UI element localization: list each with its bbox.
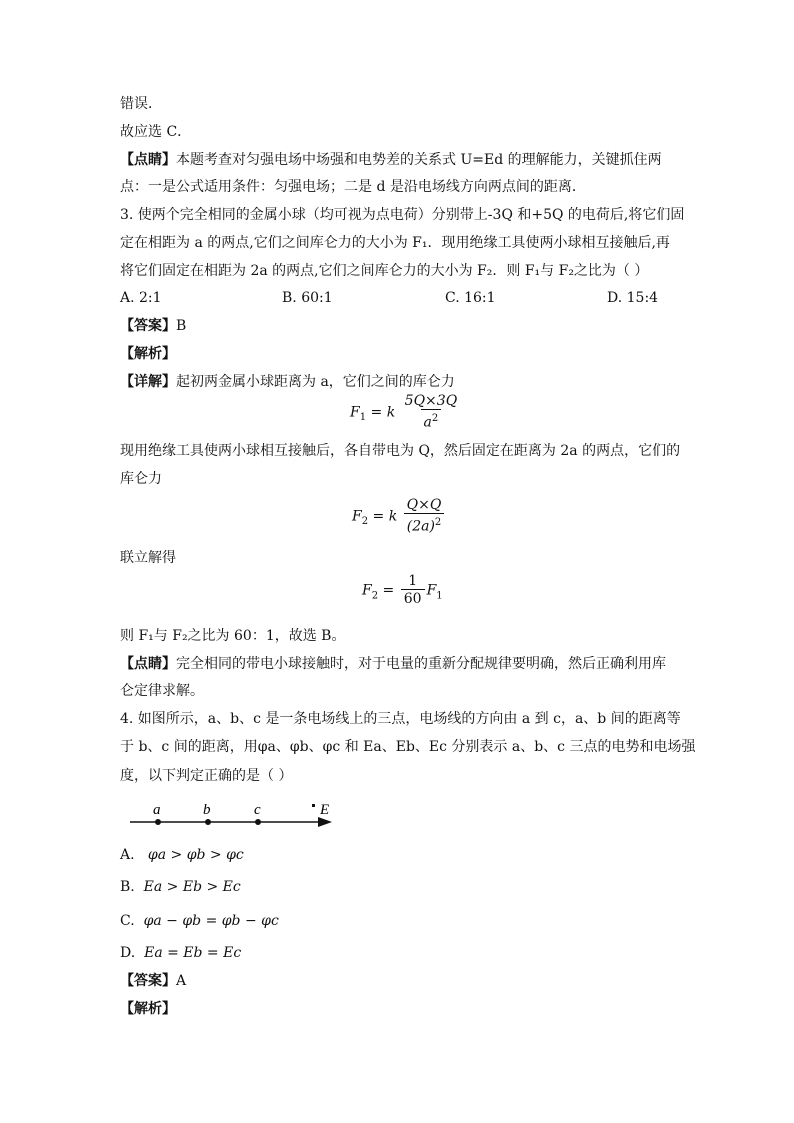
q4-option-a [120, 845, 244, 865]
text-line: 联立解得 [120, 550, 176, 566]
question-3-line: 将它们固定在相距为 2a 的两点,它们之间库仑力的大小为 F₂．则 F₁与 F₂之比为（ ） [120, 263, 649, 279]
eq-sub: 1 [436, 590, 443, 602]
tag-answer: 【答案】 [120, 318, 176, 334]
text-span: 完全相同的带电小球接触时，对于电量的重新分配规律要明确，然后正确利用库 [176, 656, 666, 672]
eq-numerator: 5Q×3Q [404, 393, 458, 409]
eq-sub: 1 [359, 412, 367, 424]
equation-result: $F_2$ = $\frac{1}{60}$ $F_1$ [362, 573, 443, 607]
option-letter: C. [120, 913, 135, 929]
electric-field-line-figure [120, 796, 350, 836]
arrow-head-icon [318, 817, 332, 827]
equation-f1: $F_1 = k$ $\frac{5Q\times 3Q}{a^2}$ [350, 393, 462, 432]
question-3-line: 定在相距为 a 的两点,它们之间库仑力的大小为 F₁．现用绝缘工具使两小球相互接触后,再 [120, 235, 670, 251]
text-line: 仑定律求解。 [120, 683, 204, 699]
q4-option-b [120, 877, 241, 897]
eq-denominator [404, 513, 445, 536]
eq-fraction [404, 497, 445, 536]
option-letter: D. [120, 945, 136, 961]
tag-dianjing: 【点睛】 [120, 656, 176, 672]
option-expr: φa − φb = φb − φc [143, 913, 279, 929]
eq-fraction [402, 393, 461, 432]
text-line [120, 654, 666, 674]
eq-sup: 2 [431, 413, 439, 424]
eq-symbol: F [350, 404, 360, 421]
option-letter: B. [120, 879, 135, 895]
label-e: E [320, 802, 330, 818]
text-span: 起初两金属小球距离为 a，它们之间的库仑力 [176, 374, 455, 390]
question-4-line: 4. 如图所示，a、b、c 是一条电场线上的三点，电场线的方向由 a 到 c，a、b 间的距离等 [120, 711, 681, 727]
eq-sub: 2 [371, 590, 379, 602]
q3-option-b: B. 60:1 [282, 290, 333, 306]
eq-sub: 2 [361, 516, 369, 528]
eq-symbol: F [426, 582, 437, 599]
equation-f2: $F_2 = k$ $\frac{Q\times Q}{(2a)^2}$ [352, 497, 446, 536]
question-3-line: 3. 使两个完全相同的金属小球（均可视为点电荷）分别带上-3Q 和+5Q 的电荷后,将它们固 [120, 207, 685, 223]
eq-numerator: 1 [408, 573, 418, 589]
text-line [120, 372, 455, 392]
eq-symbol: F [352, 508, 362, 525]
text-line: 点：一是公式适用条件：匀强电场；二是 d 是沿电场线方向两点间的距离． [120, 179, 586, 195]
eq-symbol: F [362, 582, 372, 599]
q4-option-c [120, 911, 279, 931]
eq-symbol: a [423, 414, 432, 431]
eq-denominator: 60 [401, 589, 425, 608]
point-b [205, 819, 211, 825]
text-line [120, 150, 662, 170]
tag-dianjing: 【点睛】 [120, 152, 176, 168]
label-c: c [254, 802, 261, 818]
label-a: a [153, 802, 161, 818]
option-expr: Ea = Eb = Ec [144, 945, 242, 961]
option-expr: φa > φb > φc [147, 847, 244, 863]
q3-option-c: C. 16:1 [445, 290, 496, 306]
q3-option-d: D. 15:4 [607, 290, 659, 306]
text-line: 现用绝缘工具使两小球相互接触后，各自带电为 Q，然后固定在距离为 2a 的两点，它们的 [120, 443, 681, 459]
point-c [255, 819, 261, 825]
eq-denominator [421, 409, 442, 432]
text-line: 库仑力 [120, 471, 162, 487]
q3-option-a: A. 2:1 [120, 290, 162, 306]
eq-sup: 2 [434, 517, 442, 528]
text-line: 错误． [120, 96, 162, 112]
eq-symbol: k [386, 404, 396, 421]
q4-option-d [120, 943, 241, 963]
answer-value: B [176, 318, 187, 334]
tag-answer: 【答案】 [120, 973, 176, 989]
tag-detail: 【详解】 [120, 374, 176, 390]
point-a [155, 819, 161, 825]
text-line: 故应选 C． [120, 124, 192, 140]
answer-line [120, 971, 186, 991]
tag-analysis: 【解析】 [120, 346, 176, 362]
option-letter: A. [120, 847, 135, 863]
label-b: b [203, 802, 211, 818]
question-4-line: 于 b、c 间的距离，用φa、φb、φc 和 Ea、Eb、Ec 分别表示 a、b、c 三点的电势和电场强 [120, 739, 696, 755]
dot-marker [312, 804, 315, 807]
text-line: 则 F₁与 F₂之比为 60：1，故选 B。 [120, 628, 346, 644]
question-4-line: 度，以下判定正确的是（ ） [120, 768, 293, 784]
text-span: 本题考查对匀强电场中场强和电势差的关系式 U=Ed 的理解能力，关键抓住两 [176, 152, 662, 168]
eq-numerator: Q×Q [406, 497, 442, 513]
answer-value: A [176, 973, 187, 989]
eq-symbol: k [388, 508, 398, 525]
eq-fraction [401, 573, 425, 608]
eq-symbol: (2a) [406, 518, 435, 535]
tag-analysis: 【解析】 [120, 1001, 176, 1017]
option-expr: Ea > Eb > Ec [143, 879, 241, 895]
answer-line [120, 316, 186, 336]
